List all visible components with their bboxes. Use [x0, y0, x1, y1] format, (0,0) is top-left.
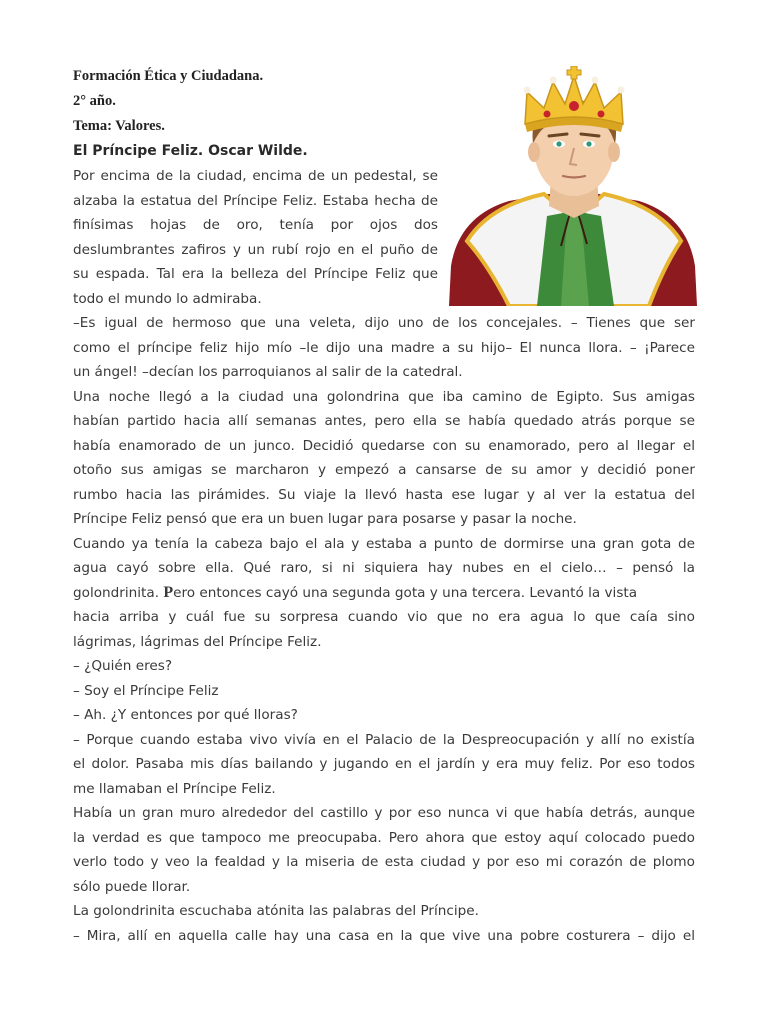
pero-after: ero entonces cayó una segunda gota y una tercera. Levantó la vista — [173, 584, 638, 601]
intro-line: deslumbrantes zafiros y un rubí rojo en el puño de — [73, 241, 438, 258]
ruby-jewel — [544, 111, 551, 118]
pearl-jewel — [592, 77, 599, 84]
eyebrow-shape — [581, 134, 599, 136]
pero-before: golondrinita. — [73, 584, 164, 601]
crowned-prince-illustration — [449, 66, 697, 306]
pearl-jewel — [550, 77, 557, 84]
pearl-jewel — [524, 87, 531, 94]
subject-heading: Formación Ética y Ciudadana. — [73, 68, 264, 84]
body-line: rumbo hacia las pirámides. Su viaje la llevó hasta ese lugar y al ver la estatua del — [73, 486, 695, 503]
body-line: el dolor. Pasaba mis días bailando y jugando en el jardín y era muy feliz. Por eso todos — [73, 756, 695, 772]
crown-cross-shape — [567, 66, 581, 79]
intro-line: todo el mundo lo admiraba. — [73, 290, 262, 307]
body-line: la verdad es que tampoco me preocupaba. Pero ahora que estoy aquí colocado puedo — [73, 829, 695, 846]
ruby-jewel — [569, 101, 579, 111]
story-body — [73, 311, 695, 948]
intro-line: Por encima de la ciudad, encima de un pedestal, se — [73, 168, 438, 184]
body-line: Príncipe Feliz pensó que era un buen lugar para posarse y pasar la noche. — [73, 511, 577, 527]
body-line: me llamaban el Príncipe Feliz. — [73, 780, 276, 797]
body-line: habían partido hacia allí semanas antes, pero ella se había quedado atrás porque se — [73, 413, 695, 429]
body-line: – ¿Quién eres? — [73, 658, 173, 674]
body-line: agua cayó sobre ella. Qué raro, si ni siquiera hay nubes en el cielo… – pensó la — [73, 560, 695, 576]
topic-heading: Tema: Valores. — [73, 118, 165, 134]
body-line: como el príncipe feliz hijo mío –le dijo una madre a su hijo– El nunca llora. – ¡Parece — [73, 339, 695, 356]
ear-shape — [528, 142, 540, 162]
body-line: – Mira, allí en aquella calle hay una casa en la que vive una pobre costurera – dijo el — [73, 927, 695, 944]
eyebrow-shape — [549, 134, 567, 136]
body-line: Cuando ya tenía la cabeza bajo el ala y estaba a punto de dormirse una gran gota de — [73, 535, 695, 552]
body-line: –Es igual de hermoso que una veleta, dijo uno de los concejales. – Tienes que ser — [73, 315, 695, 331]
body-line: – Soy el Príncipe Feliz — [73, 682, 219, 699]
body-line: verlo todo y veo la fealdad y la miseria de esta ciudad y por eso mi corazón de plomo — [73, 854, 695, 870]
body-line: lágrimas, lágrimas del Príncipe Feliz. — [73, 633, 322, 650]
iris-shape — [586, 141, 591, 146]
story-title: El Príncipe Feliz. Oscar Wilde. — [73, 143, 308, 159]
pero-capital: P — [163, 583, 174, 601]
body-line: – Ah. ¿Y entonces por qué lloras? — [73, 707, 298, 723]
body-line: sólo puede llorar. — [73, 878, 191, 895]
body-line: Había un gran muro alrededor del castillo y por eso nunca vi que había detrás, aunque — [73, 805, 695, 821]
intro-line: finísimas hojas de oro, tenía por ojos dos — [73, 217, 438, 233]
iris-shape — [556, 141, 561, 146]
body-line: otoño sus amigas se marcharon y empezó a cansarse de su amor y decidió poner — [73, 462, 695, 478]
grade-heading: 2° año. — [73, 93, 116, 109]
body-line: había enamorado de un junco. Decidió quedarse con su enamorado, pero al llegar el — [73, 437, 695, 454]
pearl-jewel — [618, 87, 625, 94]
body-line: hacia arriba y cuál fue su sorpresa cuando vio que no era agua lo que caía sino — [73, 609, 695, 625]
body-line: Una noche llegó a la ciudad una golondrina que iba camino de Egipto. Sus amigas — [73, 388, 695, 405]
body-line: La golondrinita escuchaba atónita las palabras del Príncipe. — [73, 903, 479, 919]
body-line-pero — [73, 581, 695, 606]
body-line: – Porque cuando estaba vivo vivía en el Palacio de la Despreocupación y allí no existía — [73, 731, 695, 748]
body-line: un ángel! –decían los parroquianos al salir de la catedral. — [73, 364, 463, 380]
crown-top-shape — [525, 76, 623, 124]
ear-shape — [608, 142, 620, 162]
ruby-jewel — [598, 111, 605, 118]
intro-line: alzaba la estatua del Príncipe Feliz. Estaba hecha de — [73, 192, 438, 209]
intro-line: su espada. Tal era la belleza del Príncipe Feliz que — [73, 266, 438, 282]
